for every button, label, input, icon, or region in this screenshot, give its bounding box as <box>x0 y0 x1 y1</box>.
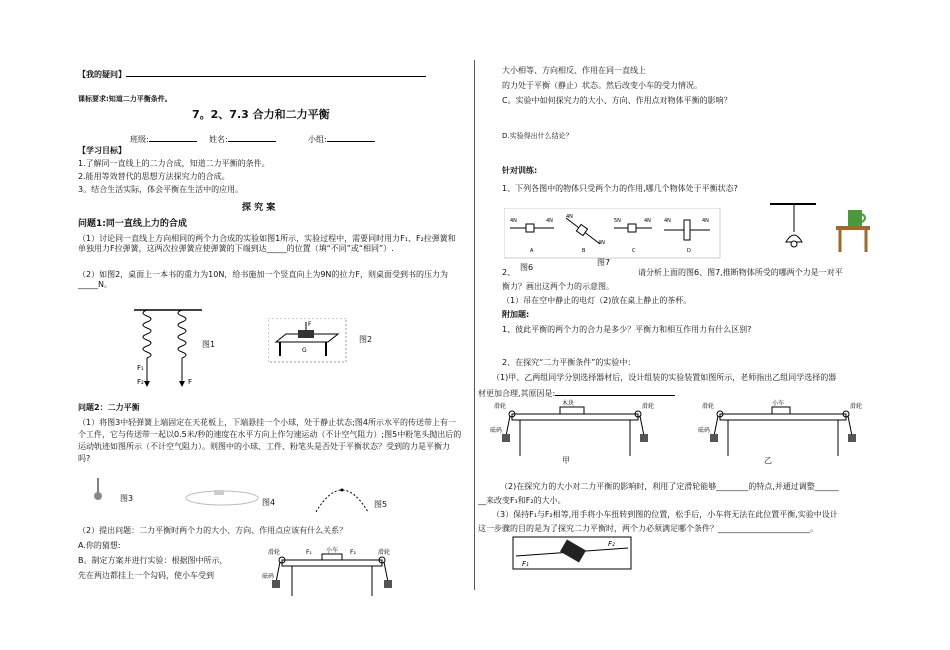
extra-q2-part1-line2: 材更加合理,其原因是: <box>478 387 675 399</box>
fig5-label: 图5 <box>374 500 388 509</box>
force-label: 4N <box>566 214 573 220</box>
twist-f2-label: F₂ <box>608 540 615 548</box>
fig1-f1-label: F₁ <box>137 364 144 372</box>
goal-item: 2.能用等效替代的思想方法探究力的合成。 <box>78 172 230 181</box>
fig4-label: 图4 <box>262 498 276 507</box>
fig1-label: 图1 <box>202 340 216 349</box>
fig6-label: 图6 <box>520 263 534 272</box>
goals-heading: 【学习目标】 <box>78 146 126 155</box>
doubt-label: 【我的疑问】 <box>78 68 426 80</box>
q2-plan-line-1: B。制定方案并进行实验：根据图中所示， <box>78 556 228 565</box>
d-question: D.实验得出什么结论？ <box>502 132 573 140</box>
training-heading: 针对训练: <box>502 166 538 175</box>
apparatus-pulley-label: 滑轮 <box>850 403 863 410</box>
figure-4-conveyor <box>182 484 262 510</box>
extra-q2-part3-line1: （3）保持F₁与F₂相等,用手将小车扭转到图的位置，松手后，小车将无法在此位置平衡,实验中设计 <box>492 510 838 519</box>
fig3-label: 图3 <box>120 494 134 503</box>
cart-apparatus-figure <box>262 546 402 598</box>
apparatus-yi <box>698 398 868 460</box>
class-field[interactable]: 班级: <box>130 133 197 145</box>
column-divider <box>474 60 475 590</box>
training-q2-line-3: （1）吊在空中静止的电灯（2)放在桌上静止的茶杯。 <box>502 296 692 305</box>
extra-q2-part2-line2: __来改变F₁和F₂的大小。 <box>478 496 566 505</box>
apparatus-jia <box>490 398 660 460</box>
force-label: 4N <box>510 218 517 224</box>
continued-line-2: 的力处于平衡（静止）状态。然后改变小车的受力情况。 <box>502 81 702 90</box>
curriculum-standard: 课标要求:知道二力平衡条件。 <box>78 95 172 103</box>
continued-line-1: 大小相等、方向相反、作用在同一直线上 <box>502 66 646 75</box>
figure-3-ball <box>88 478 108 518</box>
goal-item: 3。结合生活实际，体会平衡在生活中的应用。 <box>78 185 244 194</box>
cart-car-label: 小车 <box>326 547 339 554</box>
apparatus-car-label: 小车 <box>772 400 785 407</box>
training-q2-line-2: 衡力？画出这两个力的示意图。 <box>502 282 614 291</box>
apparatus-block-label: 木块 <box>562 400 575 407</box>
explore-heading: 探 究 案 <box>242 203 276 213</box>
apparatus-jia-label: 甲 <box>562 456 570 465</box>
figure-7-lamp-cup <box>770 202 880 262</box>
force-label: 4N <box>546 218 553 224</box>
extra-q2-part2-line1: （2)在探究力的大小对二力平衡的影响时，利用了定滑轮能够________的特点,并通过调整______ <box>500 482 839 491</box>
fig7-label: 图7 <box>597 258 611 267</box>
figure-2-table <box>268 318 348 363</box>
page-title: 7。2、7.3 合力和二力平衡 <box>192 108 330 121</box>
q2-guess: A.你的猜想: <box>78 541 121 550</box>
diagram-letter: D <box>687 248 691 254</box>
cart-weight-label: 砝码 <box>262 573 275 580</box>
extra-q1: 1、彼此平衡的两个力的合力是多少？平衡力和相互作用力有什么区别? <box>502 325 752 334</box>
apparatus-yi-label: 乙 <box>764 456 772 465</box>
twisted-cart-figure <box>512 536 632 570</box>
force-label: 5N <box>614 218 621 224</box>
diagram-letter: B <box>582 248 586 254</box>
diagram-letter: C <box>632 248 636 254</box>
fig2-g-label: G <box>302 347 307 354</box>
q2-paragraph-2: （2）提出问题：二力平衡时两个力的大小、方向、作用点应该有什么关系？ <box>78 526 348 535</box>
apparatus-pulley-label: 滑轮 <box>494 403 507 410</box>
q2-plan-line-2: 先在两边都挂上一个勾码，使小车受到 <box>78 571 214 580</box>
fig2-f-label: F <box>308 321 312 328</box>
figure-6-force-diagrams <box>504 208 722 262</box>
q1-heading: 问题1:同一直线上力的合成 <box>78 219 187 229</box>
pulley-left-label: 滑轮 <box>268 549 281 556</box>
extra-q2-part1-line1: （1)甲、乙两组同学分别选择器材后，设计组装的实验装置如图所示，老师指出乙组同学选择的器 <box>492 373 837 382</box>
force-label: 4N <box>664 218 671 224</box>
apparatus-weight-label: 砝码 <box>698 427 711 434</box>
fig1-f2-label: F₂ <box>137 378 144 386</box>
force-label: 4N <box>644 218 651 224</box>
fig2-label: 图2 <box>359 335 373 344</box>
fig1-f-label: F <box>188 378 193 386</box>
training-q2-number: 2、 <box>502 268 516 277</box>
c-question: C。实验中如何探究力的大小、方向、作用点对物体平衡的影响？ <box>502 96 732 105</box>
apparatus-weight-label: 砝码 <box>490 427 503 434</box>
force-label: 4N <box>598 240 605 246</box>
q2-paragraph-1: （1）将图3中轻弹簧上端固定在天花板上，下端悬挂一个小球，处于静止状态;图4所示水平的传送带上有一个工件，它与传送带一起以0.5米/秒的速度在水平方向上作匀速运动（不计空气阻力）;图5中粉笔头抛出后的运动轨迹如图所示（不计空气阻力）。则图中的小球、工件、粉笔头是否处于平衡状态？受到的力是平衡力吗? <box>78 418 462 463</box>
group-field[interactable]: 小组: <box>308 133 375 145</box>
pulley-right-label: 滑轮 <box>378 549 391 556</box>
q1-paragraph-2: （2）如图2，桌面上一本书的重力为10N，给书施加一个竖直向上为9N的拉力F，则桌面受到书的压力为_____N。 <box>78 270 449 289</box>
diagram-letter: A <box>530 248 534 254</box>
figure-5-trajectory <box>312 478 372 516</box>
force-label: 4N <box>702 218 709 224</box>
training-q2-line-1: 请分析上面的图6、图7,推断物体所受的哪两个力是一对平 <box>638 268 843 277</box>
extra-q2: 2、在探究“二力平衡条件”的实验中： <box>502 358 636 367</box>
apparatus-pulley-label: 滑轮 <box>702 403 715 410</box>
cart-f2-label: F₂ <box>350 549 356 556</box>
q2-heading: 问题2：二力平衡 <box>78 403 140 412</box>
training-q1: 1、下列各图中的物体只受两个力的作用,哪几个物体处于平衡状态? <box>502 184 738 193</box>
twist-f1-label: F₁ <box>522 560 529 568</box>
cart-f1-label: F₁ <box>306 549 312 556</box>
extra-heading: 附加题: <box>502 310 530 319</box>
apparatus-pulley-label: 滑轮 <box>642 403 655 410</box>
q1-paragraph-1: （1）讨论同一直线上方向相同的两个力合成的实验如图1所示，实验过程中，需要同时用力F₁、F₂拉弹簧和单独用力F拉弹簧，这两次拉弹簧应使弹簧的下端到达_____的位置（填“不同”或“相同”）. <box>78 234 456 253</box>
name-field[interactable]: 姓名: <box>209 133 276 145</box>
extra-q2-part3-line2: 这一步骤的目的是为了探究二力平衡时，两个力必须满足哪个条件？_______________________。 <box>478 524 818 533</box>
goal-item: 1.了解同一直线上的二力合成，知道二力平衡的条件。 <box>78 159 270 168</box>
